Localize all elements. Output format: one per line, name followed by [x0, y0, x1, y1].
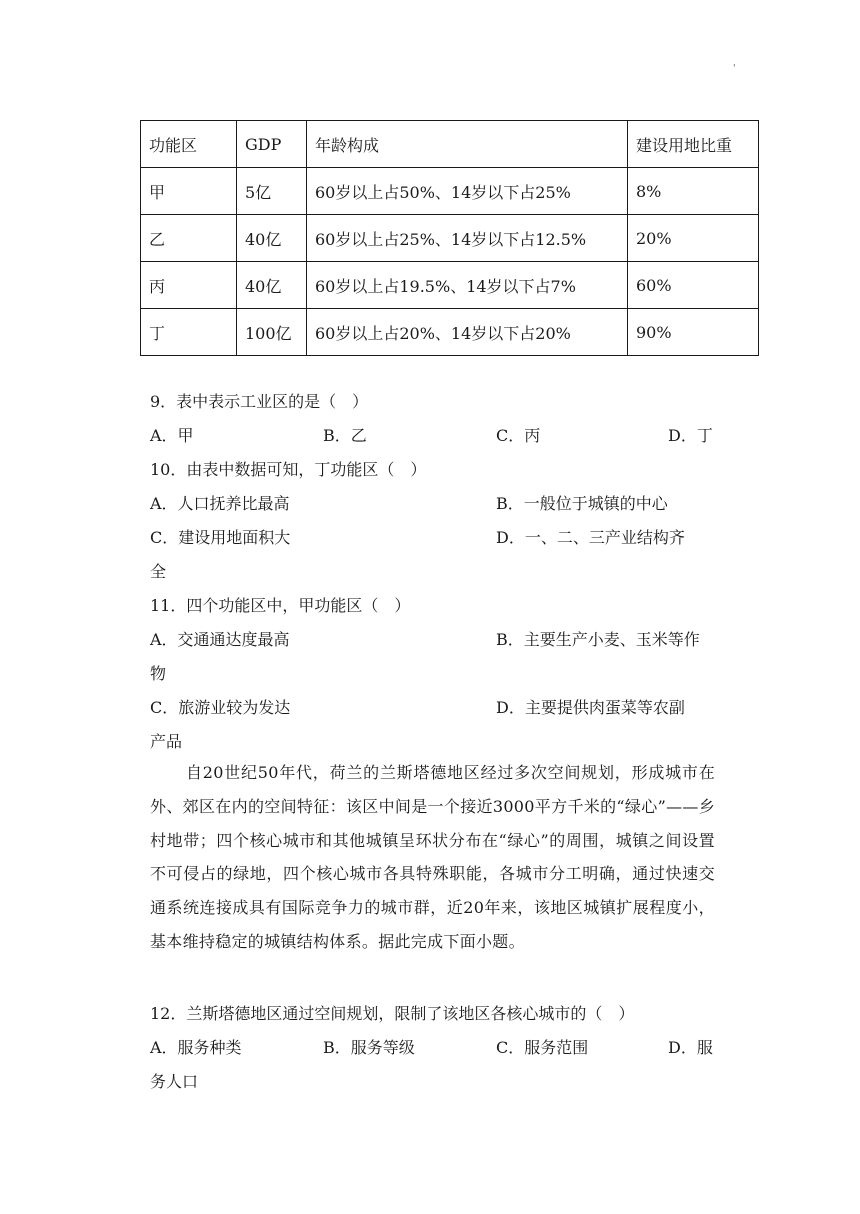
table-cell: 丁 — [141, 309, 237, 356]
question-9-stem: 9．表中表示工业区的是（ ） — [150, 392, 369, 411]
table-row — [141, 215, 759, 262]
q9-option-b[interactable]: B．乙 — [323, 426, 367, 445]
table-cell: 丙 — [141, 262, 237, 309]
table-cell: 60岁以上占20%、14岁以下占20% — [307, 309, 628, 356]
q10-option-d[interactable]: D．一、二、三产业结构齐 — [496, 528, 685, 547]
q12-option-b[interactable]: B．服务等级 — [323, 1038, 415, 1057]
q11-option-b-wrap: 物 — [150, 664, 167, 683]
table-cell: 乙 — [141, 215, 237, 262]
table-cell: 甲 — [141, 168, 237, 215]
table-cell: 60岁以上占19.5%、14岁以下占7% — [307, 262, 628, 309]
q11-option-d-wrap: 产品 — [150, 732, 183, 751]
q12-option-d-wrap: 务人口 — [150, 1072, 199, 1091]
table-cell: 5亿 — [237, 168, 307, 215]
table-cell: 60% — [628, 262, 759, 309]
table-cell: 100亿 — [237, 309, 307, 356]
q11-option-d[interactable]: D．主要提供肉蛋菜等农副 — [496, 698, 685, 717]
table-cell: 40亿 — [237, 262, 307, 309]
q12-option-c[interactable]: C．服务范围 — [496, 1038, 589, 1057]
q11-option-b[interactable]: B．主要生产小麦、玉米等作 — [496, 630, 700, 649]
header-cell: GDP — [237, 121, 307, 168]
reading-passage: 自20世纪50年代，荷兰的兰斯塔德地区经过多次空间规划，形成城市在外、郊区在内的空间特征：该区中间是一个接近3000平方千米的“绿心”——乡村地带；四个核心城市和其他城镇呈环状分布在“绿心”的周围，城镇之间设置不可侵占的绿地，四个核心城市各具特殊职能，各城市分工明确，通过快速交通系统连接成具有国际竞争力的城市群，近20年来，该地区城镇扩展程度小，基本维持稳定的城镇结构体系。据此完成下面小题。 — [150, 763, 715, 951]
question-12-stem: 12．兰斯塔德地区通过空间规划，限制了该地区各核心城市的（ ） — [150, 1004, 635, 1023]
q11-option-c[interactable]: C．旅游业较为发达 — [150, 698, 291, 717]
q11-option-a[interactable]: A．交通通达度最高 — [150, 630, 290, 649]
page-mark: ' — [733, 64, 736, 74]
q9-option-a[interactable]: A．甲 — [150, 426, 194, 445]
table-row — [141, 262, 759, 309]
header-cell: 功能区 — [141, 121, 237, 168]
q10-option-a[interactable]: A．人口抚养比最高 — [150, 494, 290, 513]
table-row — [141, 309, 759, 356]
q10-option-b[interactable]: B．一般位于城镇的中心 — [496, 494, 668, 513]
table-cell: 40亿 — [237, 215, 307, 262]
q9-option-d[interactable]: D．丁 — [668, 426, 713, 445]
table-cell: 60岁以上占50%、14岁以下占25% — [307, 168, 628, 215]
q10-option-c[interactable]: C．建设用地面积大 — [150, 528, 291, 547]
function-zone-table — [140, 120, 759, 356]
table-cell: 20% — [628, 215, 759, 262]
question-11-stem: 11．四个功能区中，甲功能区（ ） — [150, 596, 411, 615]
table-cell: 60岁以上占25%、14岁以下占12.5% — [307, 215, 628, 262]
table-cell: 8% — [628, 168, 759, 215]
q12-option-a[interactable]: A．服务种类 — [150, 1038, 242, 1057]
q12-option-d[interactable]: D．服 — [668, 1038, 713, 1057]
table-cell: 90% — [628, 309, 759, 356]
q10-option-d-wrap: 全 — [150, 562, 167, 581]
header-cell: 年龄构成 — [307, 121, 628, 168]
q9-option-c[interactable]: C．丙 — [496, 426, 541, 445]
table-header-row — [141, 121, 759, 168]
question-10-stem: 10．由表中数据可知，丁功能区（ ） — [150, 460, 427, 479]
table-row — [141, 168, 759, 215]
header-cell: 建设用地比重 — [628, 121, 759, 168]
